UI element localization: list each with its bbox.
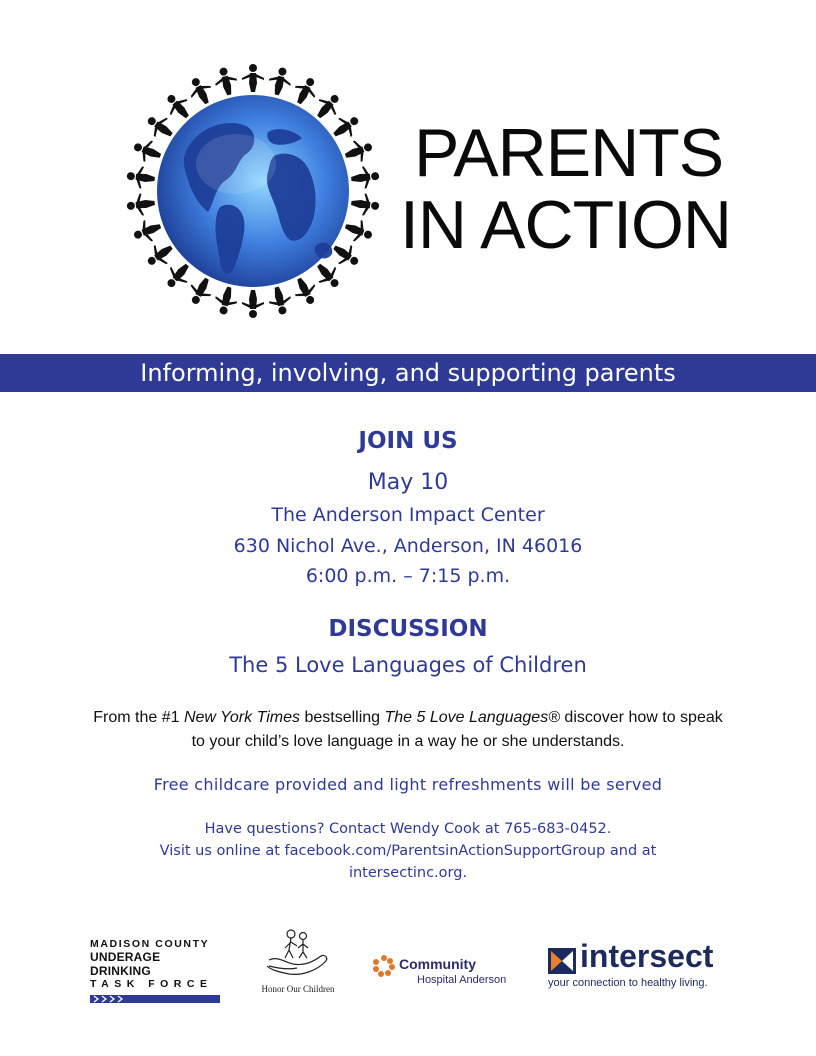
ring-person [328,238,364,272]
event-time: 6:00 p.m. – 7:15 p.m. [305,565,511,587]
title-line-2: IN ACTION [400,187,732,263]
contact-line-1: Have questions? Contact Wendy Cook at 765-683-0452. [204,821,612,837]
title-line-1: PARENTS [414,115,724,191]
chevron-bar-icon [90,995,220,1003]
intersect-x-icon [548,948,576,974]
ring-person [342,136,376,166]
ring-person [212,284,240,316]
contact-line-3: intersectinc.org. [348,865,468,881]
ring-person [130,216,164,246]
blurb-part-1: From the #1 [93,709,184,726]
discussion-heading: DISCUSSION [328,616,488,642]
globe-with-people-ring-icon [118,56,388,326]
ring-person [242,64,264,92]
parents-in-action-logo [118,56,388,326]
ring-person [350,165,380,190]
tagline-banner [0,354,816,392]
blurb-part-2: bestselling [300,709,385,726]
ring-person [342,216,376,246]
ring-person [242,290,264,318]
childcare-note: Free childcare provided and light refreshments will be served [153,775,663,794]
honor-our-children-logo [254,926,342,994]
honor-caption: Honor Our Children [261,984,335,994]
madison-line-1: MADISON COUNTY [90,938,210,950]
ring-person [289,73,321,108]
madison-line-2: UNDERAGE DRINKING [90,950,161,978]
join-us-heading: JOIN US [358,428,458,454]
community-sub: Hospital Anderson [417,974,507,986]
madison-county-logo [90,938,224,1008]
event-venue: The Anderson Impact Center [271,504,545,526]
event-date: May 10 [367,470,449,495]
ring-person [266,284,294,316]
hands-holding-children-icon [263,926,333,982]
tagline-text: Informing, involving, and supporting parents [140,359,676,387]
book-description [90,706,726,754]
intersect-name: intersect [580,938,714,974]
page-title [400,115,800,263]
blurb-nyt: New York Times [183,709,300,726]
ring-person [126,165,156,190]
ring-person [130,136,164,166]
ring-person [184,73,216,108]
intersect-tagline: your connection to healthy living. [548,977,708,989]
ring-person [350,192,380,217]
ring-person [142,238,178,272]
ring-person [126,192,156,217]
community-flower-icon [372,954,396,978]
ring-person [328,110,364,144]
blurb-part-3: discover how to speak to your child’s love language in a way he or she understands. [191,709,723,750]
contact-info [100,818,716,884]
ring-person [212,65,240,97]
community-name: Community [399,956,476,972]
ring-person [184,274,216,309]
contact-line-2: Visit us online at facebook.com/ParentsinActionSupportGroup and at [159,843,657,859]
event-address: 630 Nichol Ave., Anderson, IN 46016 [233,535,583,557]
madison-line-3: TASK FORCE [90,978,213,990]
ring-person [266,65,294,97]
blurb-book-title: The 5 Love Languages® [384,709,560,726]
ring-person [289,274,321,309]
discussion-topic: The 5 Love Languages of Children [229,653,587,677]
ring-person [142,110,178,144]
